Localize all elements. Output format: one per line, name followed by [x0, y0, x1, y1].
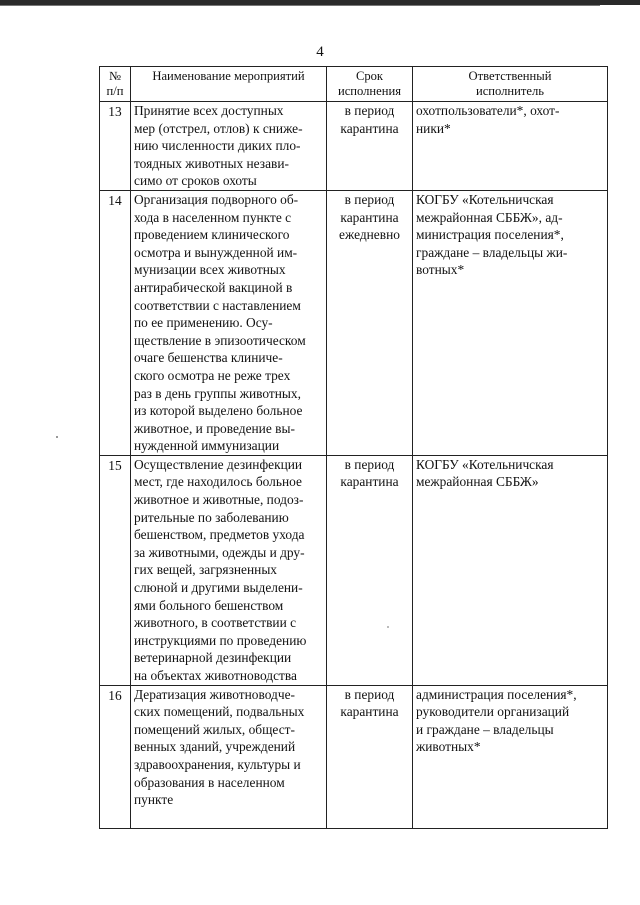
row-name: Дератизация животноводче- ских помещений, подвальных помещений жилых, общест- венных зданий, учреждений здравоохранения, культуры и образования в населенном пункте	[131, 685, 327, 828]
row-num: 16	[100, 685, 131, 828]
row-name: Принятие всех доступных мер (отстрел, отлов) к сниже- нию численности диких пло- тоядных животных незави- симо от сроков охоты	[131, 102, 327, 191]
measures-table	[99, 66, 608, 829]
scan-speck	[56, 436, 58, 438]
row-term: в период карантина	[327, 102, 413, 191]
row-name: Осуществление дезинфекции мест, где находилось больное животное и животные, подоз- рительные по заболеванию бешенством, предметов ухода за животными, одежды и дру- гих вещей, загрязненных слюной и другими выделени- ями больного бешенством животного, в соответствии с инструкциями по проведению ветеринарной дезинфекции на объектах животноводства	[131, 455, 327, 685]
row-num: 13	[100, 102, 131, 191]
row-name: Организация подворного об- хода в населенном пункте с проведением клинического осмотра и вынужденной им- мунизации всех животных антирабической вакциной в соответствии с наставлением по ее применению. Осу- ществление в эпизоотическом очаге бешенства клиниче- ского осмотра не реже трех раз в день группы животных, из которой выделено больное животное, и проведение вы- нужденной иммунизации	[131, 190, 327, 455]
table-row	[100, 102, 608, 191]
row-num: 14	[100, 190, 131, 455]
page-number: 4	[316, 44, 324, 60]
header-term: Срок исполнения	[327, 67, 413, 102]
scan-speck	[387, 626, 389, 628]
header-num: № п/п	[100, 67, 131, 102]
row-num: 15	[100, 455, 131, 685]
row-term: в период карантина	[327, 455, 413, 685]
table-row	[100, 190, 608, 455]
header-responsible: Ответственный исполнитель	[413, 67, 608, 102]
top-rule-thin	[0, 5, 600, 6]
row-responsible: охотпользователи*, охот- ники*	[413, 102, 608, 191]
header-name: Наименование мероприятий	[131, 67, 327, 102]
table-row	[100, 685, 608, 828]
row-responsible: администрация поселения*, руководители организаций и граждане – владельцы животных*	[413, 685, 608, 828]
row-term: в период карантина	[327, 685, 413, 828]
row-term: в период карантина ежедневно	[327, 190, 413, 455]
table-row	[100, 455, 608, 685]
row-responsible: КОГБУ «Котельничская межрайонная СББЖ»	[413, 455, 608, 685]
table-header-row	[100, 67, 608, 102]
row-responsible: КОГБУ «Котельничская межрайонная СББЖ», ад- министрация поселения*, граждане – владельцы жи- вотных*	[413, 190, 608, 455]
